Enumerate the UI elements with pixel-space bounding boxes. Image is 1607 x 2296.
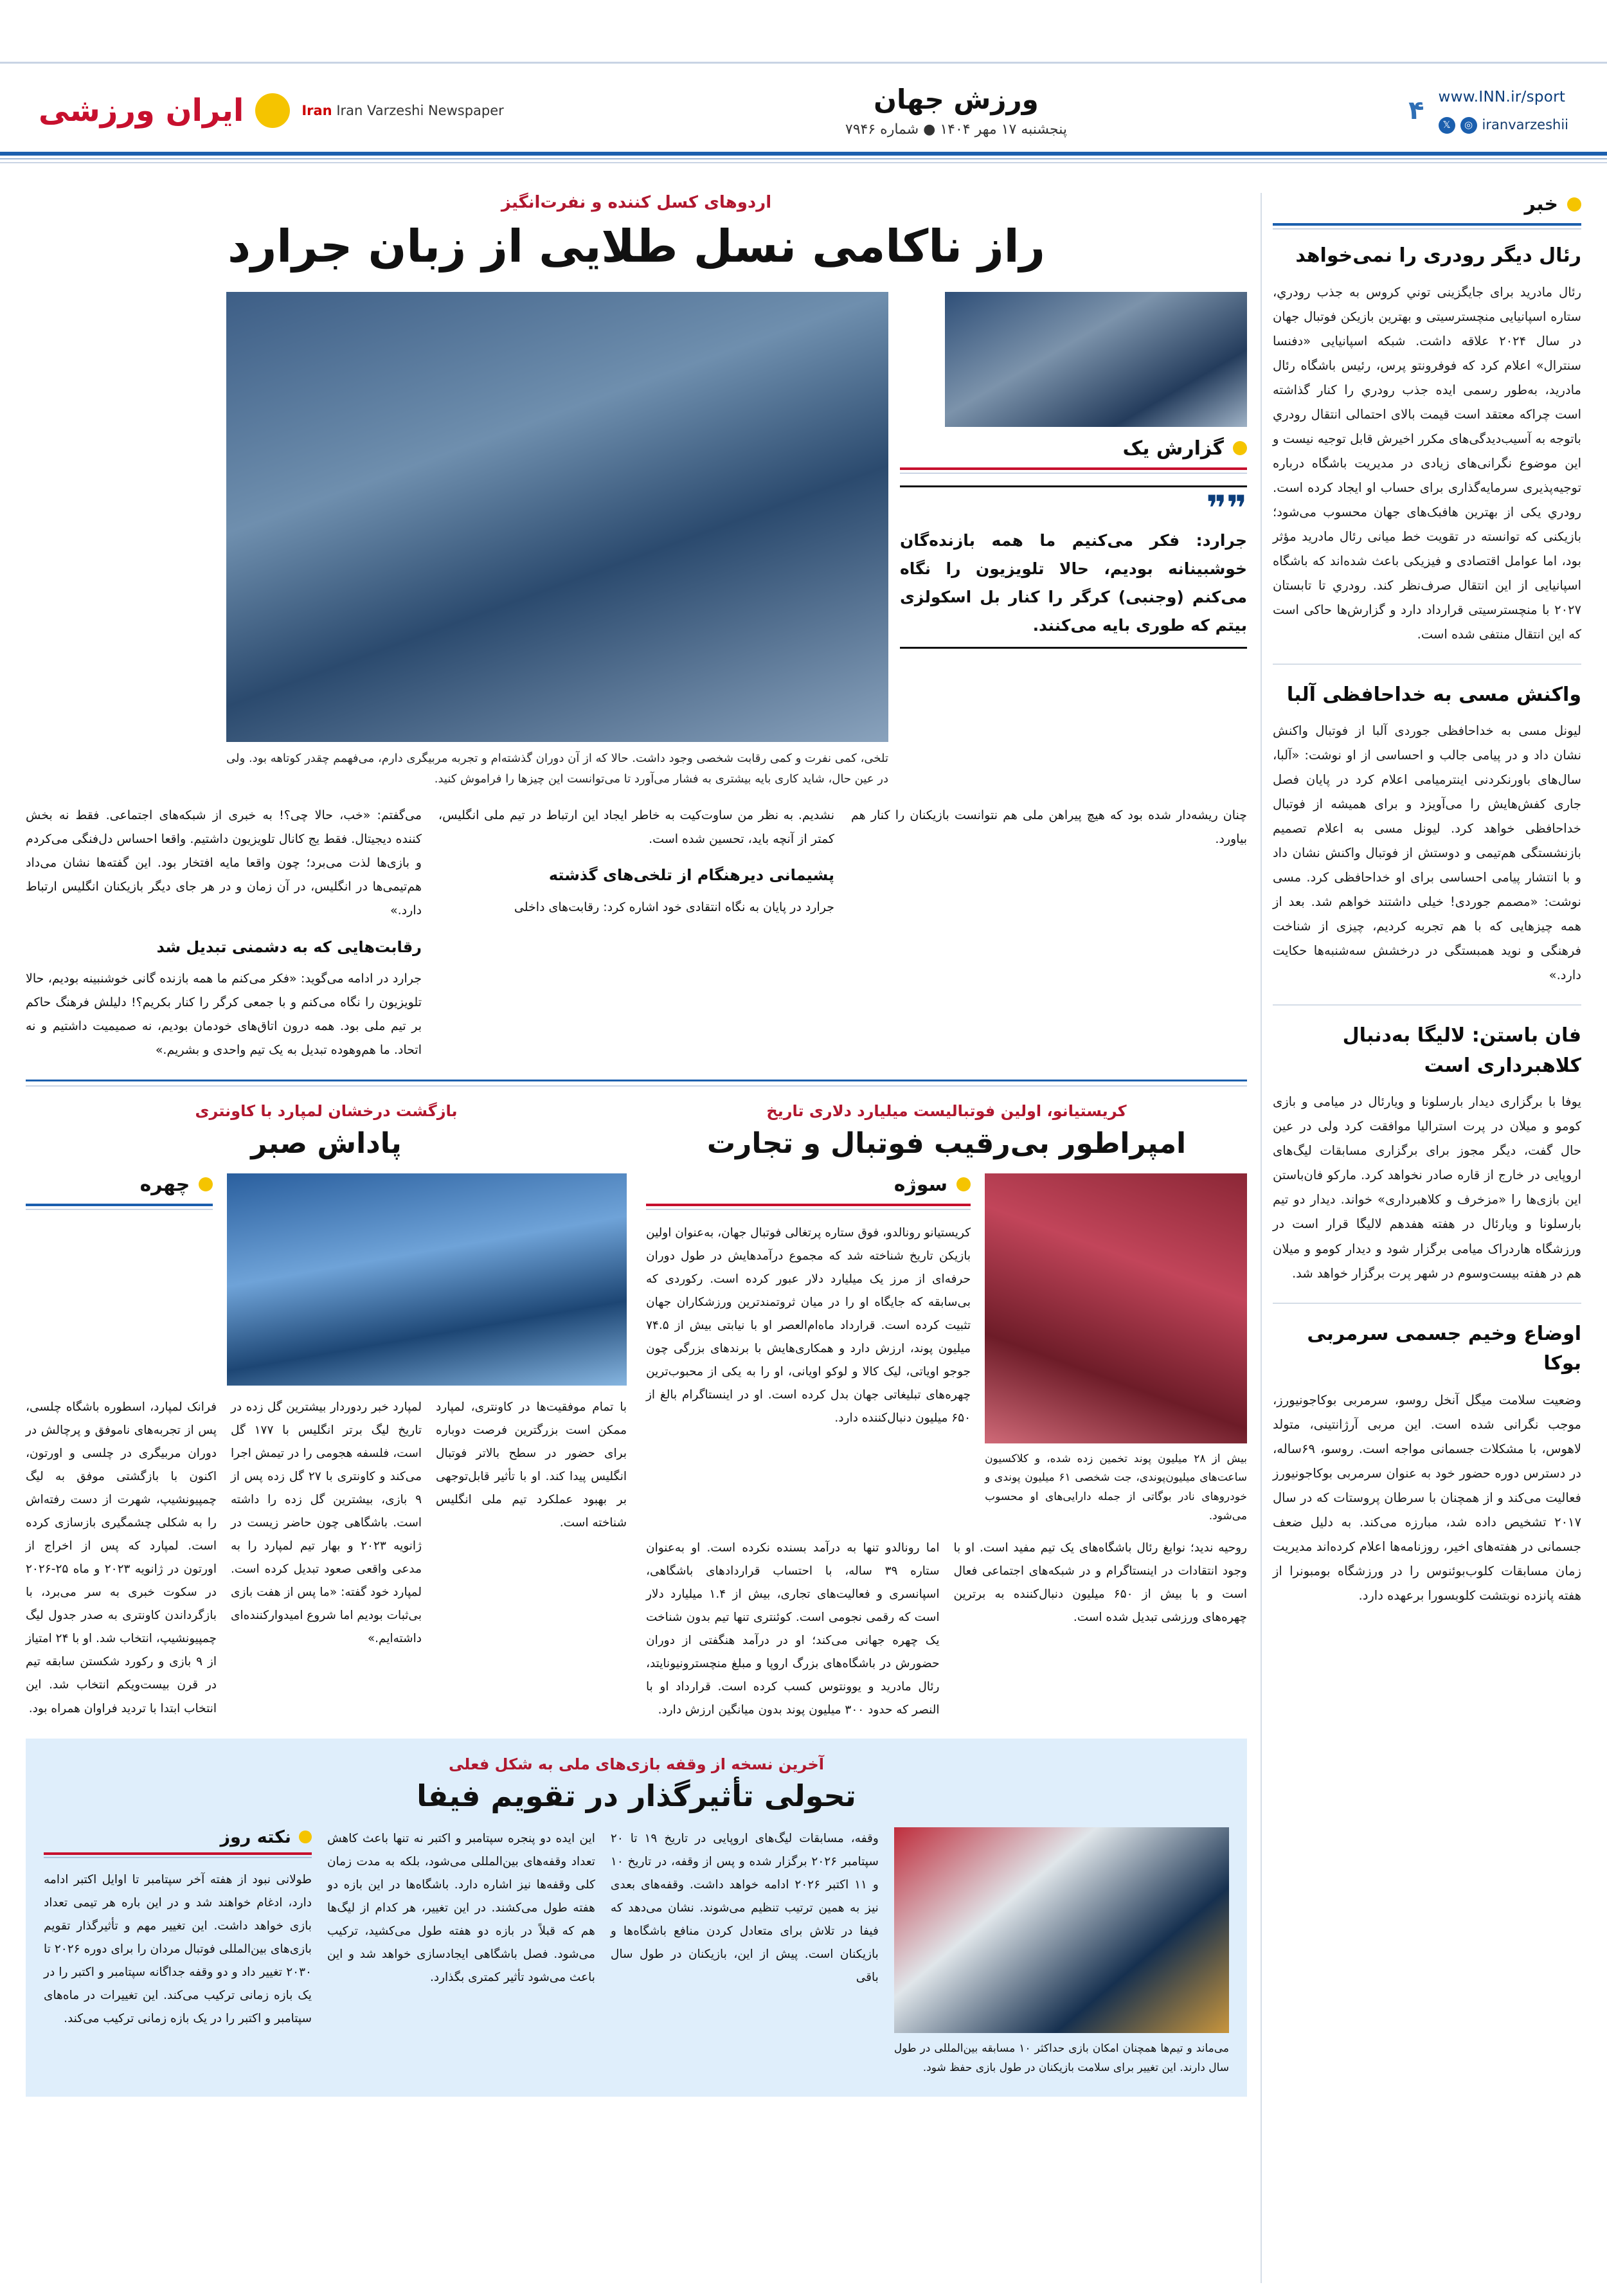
page-number: ۴ [1408, 96, 1424, 125]
article-text: با تمام موفقیت‌ها در کاونتری، لمپارد ممکن است بزرگترین فرصت دوباره برای حضور در سطح بالاتر فوتبال انگلیس پیدا کند. او با تأثیر قابل‌توجهی بر بهبود عملکرد تیم ملی انگلیس شناخته است. [436, 1400, 627, 1530]
article-text: فرانک لمپارد، اسطوره باشگاه چلسی، پس از تجربه‌های ناموفق و پرچالش در دوران مربیگری در چلسی و اورتون، اکنون با بازگشتی موفق به لیگ چمپیونشیپ، شهرت از دست رفته‌اش را به شکلی چشمگیری بازسازی کرده است. لمپارد که پس از اخراج از اورتون در ژانویه ۲۰۲۳ و ماه ۲۵-۲۰۲۶ در سکوت خبری به سر می‌برد، با بازگرداندن کاونتری به صدر جدول لیگ چمپیونشیپ، انتخاب شد. او با ۲۴ امتیاز از ۹ بازی و رکورد شکستن سابقه تیم در قرن بیست‌ویکم انتخاب شد. این انتخاب ابتدا با تردید فراوان همراه بود. [26, 1400, 217, 1715]
masthead-top-rule [0, 62, 1607, 64]
issue-date: پنجشنبه ۱۷ مهر ۱۴۰۴ ● شماره ۷۹۴۶ [845, 122, 1067, 138]
lead-body-columns [26, 804, 1247, 1062]
section-divider [26, 1080, 1247, 1081]
logo-wordmark: ایران ورزشی [39, 93, 244, 129]
social-handle[interactable]: iranvarzeshii [1482, 116, 1568, 132]
lead-photo-block [226, 292, 888, 790]
bullet-icon [1233, 441, 1247, 455]
news-item [1273, 1319, 1581, 1608]
report-rule2 [900, 473, 1247, 474]
article-text: روحیه ندید؛ نوابغ رئال باشگاه‌های یک تیم مفید است. او با وجود انتقادات در اینستاگرام و در شبکه‌های اجتماعی فعال است و با بیش از ۶۵۰ میلیون دنبال‌کننده به برترین چهره‌های ورزشی تبدیل شده است. [953, 1541, 1247, 1624]
article-text: لمپارد خبر ردوردار بیشترین گل زده در تاریخ لیگ برتر انگلیس با ۱۷۷ گل است، فلسفه هجومی را در تیمش اجرا می‌کند و کاونتری با ۲۷ گل زده پس از ۹ بازی، بیشترین گل زده را داشته است. باشگاهی چون حاضر زیست در ژانویه ۲۰۲۳ و بهار تیم لمپارد را به مدعی واقعی صعود تبدیل کرده است. لمپارد خود گفته: «ما پس از هفت بازی بی‌ثبات بودیم اما شروع امیدوارکننده‌ای داشته‌ایم.» [231, 1400, 422, 1646]
sidebar-header [1273, 193, 1581, 215]
bottom-kicker: آخرین نسخه از وقفه بازی‌های ملی به شکل فعلی [448, 1755, 824, 1774]
masthead-rule-blue [0, 152, 1607, 156]
instagram-icon[interactable]: ◎ [1460, 117, 1477, 134]
news-item [1273, 680, 1581, 988]
article-label: چهره [139, 1173, 190, 1196]
lead-side-column [900, 292, 1247, 649]
news-body: وضعیت سلامت میگل آنخل روسو، سرمربی بوکاجونیورز، موجب نگرانی شده است. این مربی آرژانتینی، متولد لاهوس، با مشکلات جسمانی مواجه است. روسو، ۶۹ساله، در دسترس دوره حضور خود به عنوان سرمربی بوکاجونیورز فعالیت می‌کند و از همچنان با سرطان پروستات که در سال ۲۰۱۷ تشخیص داده شد، مبارزه می‌کند. به دلیل ضعف جسمانی در هفته‌های اخیر، روزنامه‌ها اعلام کرده‌اند مدیریت زمان مسابقات کلوب‌بوئنوس را در ورزشگاه بومبونرا از هفته پانزده نوبتشت کلوبسورا برعهده دارد. [1273, 1392, 1581, 1603]
news-item [1273, 1021, 1581, 1285]
paper-brand-en: Iran [301, 103, 332, 118]
bottom-feature-box [26, 1739, 1247, 2097]
bottom-text: این ایده دو پنجره سپتامبر و اکتبر نه تنها باعث کاهش تعداد وقفه‌های بین‌المللی می‌شود، بلکه به مدت زمان کلی وقفه‌ها نیز اشاره دارد. باشگاه‌ها در این بازه دو هفته طول می‌کشند. در این تغییر، هر کدام از لیگ‌ها هم که قبلاً در بازه دو هفته طول می‌کشید، ترکیب می‌شود. فصل باشگاهی ایجاد‌سازی خواهد شد و این باعث می‌شود تأثیر کمتری بگذارد. [327, 1831, 595, 1985]
article-headline: امپراطور بی‌رقیب فوتبال و تجارت [706, 1126, 1187, 1160]
paper-subtitle-en: Iran Varzeshi Newspaper [336, 103, 504, 118]
news-title: واکنش مسی به خداحافظی آلبا [1286, 683, 1581, 706]
lead-photo-caption: تلخی، کمی نفرت و کمی رقابت شخصی وجود داشت. حالا که از آن دوران گذشته‌ام و تجربه مربیگری دارم، می‌فهمم چقدر کوتاهه بود. ولی در عین حال، شاید کاری بایه بیشتری به فشار می‌آورد تا می‌توانست این چیزها را فراموش کنید. [226, 751, 888, 786]
article-photo-caption: بیش از ۲۸ میلیون پوند تخمین زده شده، و کلاکسیون ساعت‌های میلیون‌پوندی، جت شخصی ۶۱ میلیون پوندی و خودروهای نادر بوگاتی از جمله دارایی‌های او محسوب می‌شود. [985, 1452, 1247, 1523]
article-ronaldo [646, 1102, 1247, 1722]
note-label-head [44, 1827, 312, 1847]
article-rule [646, 1204, 971, 1206]
bottom-text: طولانی نبود از هفته آخر سپتامبر تا اوایل اکتبر ادامه دارد، ادغام خواهند شد و در این باره هر تیمی تعداد بازی خواهد داشت. این تغییر مهم و تأثیرگذار تقویم بازی‌های بین‌المللی فوتبال مردان را برای دوره ۲۰۲۶ تا ۲۰۳۰ تغییر داد و دو وقفه جداگانه سپتامبر و اکتبر را در یک بازه زمانی ترکیب می‌کند. این تغییرات در ماه‌های سپتامبر و اکتبر را در یک بازه زمانی ترکیب می‌کند. [44, 1872, 312, 2026]
news-body: لیونل مسی به خداحافظی جوردی آلبا از فوتبال واکنش نشان داد و در پیامی جالب و احساسی از او نوشت: «آلبا، سال‌های باورنکردنی اینترمیامی اعلام کرد در پایان فصل جاری کفش‌هایش را می‌آویزد و برای همیشه از فوتبال خداحافظی خواهد کرد. لیونل مسی به اعلام تصمیم بازنشستگی هم‌تیمی و دوستش از فوتبال واکنش نشان داد و با انتشار پیامی احساسی برای او خداحافظی کرد. مسی نوشت: «مصمم جوردی! خیلی داشتند خواهم شد. بعد از همه چیزهایی که با هم تجربه کردیم، چیزی از شناخت فرهنگی و نوید همبستگی در درخشش سه‌شنبه‌ها حکایت دارد.» [1273, 723, 1581, 983]
lead-headline: راز ناکامی نسل طلایی از زبان جرارد [228, 220, 1045, 273]
report-label: گزارش یک [1122, 437, 1224, 460]
lead-secondary-photo [945, 292, 1247, 427]
note-rule2 [44, 1857, 312, 1858]
note-rule [44, 1852, 312, 1855]
article-label: سوژه [893, 1173, 948, 1196]
news-body: رئال مادرید برای جایگزینی توني کروس به جذب رودري، ستاره اسپانیایی منچسترسیتی و بهترین بازیکن فوتبال جهان در سال ۲۰۲۴ علاقه داشت. شبکه اسپانیایی «دفنسا سنترال» اعلام کرد که فوفرونتو پرس، رئیس باشگاه رئال مادرید، به‌طور رسمی ایده جذب رودري را کنار گذاشته است چراکه معتقد است قیمت بالای احتمالی انتقال رودري باتوجه به آسیب‌دیدگی‌های مکرر اخیرش قابل توجیه نیست و این موضوع نگرانی‌های زیادی در مدیریت باشگاه درباره توجیه‌پذیری سرمایه‌گذاری برای حساب او ایجاد کرده است. رودري یکی از بهترین هافبک‌های جهان محسوب می‌شود؛ بازیکنی که توانسته در تقویت خط میانی رئال مادرید مؤثر بود، اما عوامل اقتصادی و فیزیکی باعث شده‌اند که باشگاه اسپانیایی از این انتقال صرف‌نظر کند. رودري تا تابستان ۲۰۲۷ با منچسترسیتی قرارداد دارد و گزارش‌ها حاکی است که این انتقال منتفی شده است. [1273, 284, 1581, 642]
section-divider-thin [26, 1085, 1247, 1087]
pull-quote-box [900, 485, 1247, 649]
logo-dot-icon [255, 93, 290, 128]
article-kicker: بازگشت درخشان لمپارد با کاونتری [195, 1101, 458, 1120]
page-content [26, 193, 1581, 2283]
note-label: نکته روز [220, 1827, 291, 1847]
article-label-head [26, 1173, 213, 1196]
sidebar-divider [1261, 193, 1262, 2283]
article-photo [985, 1173, 1247, 1443]
article-text: کریستیانو رونالدو، فوق ستاره پرتغالی فوتبال جهان، به‌عنوان اولین بازیکن تاریخ شناخته شد که مجموع درآمدهایش در طول دوران حرفه‌ای از مرز یک میلیارد دلار عبور کرده است. رکوردی که بی‌سابقه که جایگاه او را در میان ثروتمندترین ورزشکاران جهان تثبیت کرده است. قرارداد ماه‌ام‌العصر او با نیابتی بیش از ۷۴.۵ میلیون پوند، ارزش دارد و همکاری‌هایش با برندهای بزرگی چون جوجو اویاتی، لیک کالا و لوکو اویانی، او را به یکی از محبوب‌ترین چهره‌های تبلیغاتی جهان بدل کرده است. او در اینستاگرام بالغ از ۶۵۰ میلیون دنبال‌کننده دارد. [645, 1225, 971, 1425]
lead-body-col-1 [26, 804, 422, 1062]
paper-name-en [301, 103, 503, 118]
sidebar-rule2 [1273, 228, 1581, 230]
section-title: ورزش جهان [874, 84, 1039, 115]
article-rule2 [646, 1209, 971, 1210]
sidebar-header-label: خبر [1524, 193, 1558, 215]
bullet-icon [199, 1177, 213, 1191]
news-item [1273, 241, 1581, 647]
article-label-head [646, 1173, 971, 1196]
lead-main-photo [226, 292, 888, 742]
website-url[interactable]: www.INN.ir/sport [1438, 88, 1566, 105]
masthead-web-info [1439, 85, 1568, 137]
news-title: رئال دیگر رودری را نمی‌خواهد [1295, 244, 1581, 267]
lead-subhead: پشیمانی دیرهنگام از تلخی‌های گذشته [548, 866, 834, 885]
bottom-text: وقفه، مسابقات لیگ‌های اروپایی در تاریخ ۱۹ تا ۲۰ سپتامبر ۲۰۲۶ برگزار شده و پس از وقفه، در تاریخ ۱۰ و ۱۱ اکتبر ۲۰۲۶ ادامه خواهد داشت. وقفه‌های بعدی نیز به همین ترتیب تنظیم می‌شوند. نشان می‌دهد که فیفا در تلاش برای متعادل کردن منافع باشگاه‌ها و بازیکنان است. پیش از این، بازیکنان در طول سال باقی [610, 1831, 879, 1985]
lead-text: می‌گفتم: «خب، حالا چی‌؟! به خبری از شبکه‌های اجتماعی. فقط نه بخش کننده دیجیتال. فقط یج کانال تلویزیون داشتیم. واقعا احساس دل‌فنگی می‌کردم و بازی‌ها لذت می‌برد؛ چون واقعا مایه افتخار بود. این گفته‌ها نشان می‌داد هم‌تیمی‌ها در انگلیس، در آن زمان و در هر جای دیگر بازیکنان انگلیس ارتباط دارد.» [26, 808, 422, 918]
article-photo [227, 1173, 627, 1386]
masthead [0, 0, 1607, 193]
lead-body-col-2 [438, 804, 834, 1062]
article-text: اما رونالدو تنها به درآمد بسنده نکرده است. او به‌عنوان ستاره ۳۹ ساله، با احتساب قراردادهای باشگاهی، اسپانسری و فعالیت‌های تجاری، بیش از ۱.۴ میلیارد دلار است که رقمی نجومی است. کوئنتری تنها تیم بدون شناخت یک چهره جهانی می‌کند؛ او در درآمد هنگفتی از دوران حضورش در باشگاه‌های بزرگ اروپا و مبلغ منچسترونیونایتد، رئال مادرید و یوونتوس کسب کرده است. قرارداد او با النصر که حدود ۳۰۰ میلیون پوند بدون میانگین ارزش دارد. [646, 1541, 940, 1717]
bullet-icon [299, 1830, 312, 1843]
masthead-rule-light2 [0, 162, 1607, 163]
masthead-rule-light [0, 158, 1607, 159]
lead-kicker: اردوهای کسل کننده و نفرت‌انگیز [501, 193, 772, 212]
article-lampard [26, 1102, 627, 1722]
sidebar-rule [1273, 223, 1581, 226]
quote-mark-icon: ❞❞ [1206, 487, 1247, 529]
bullet-icon [956, 1177, 971, 1191]
news-body: یوفا با برگزاری دیدار بارسلونا و ویارئال در میامی و بازی کومو و میلان در پرت استرالیا موافقت کرد ولی در عین حال گفت، دیگر مجوز برای برگزاری مسابقات لیگ‌های اروپایی در خارج از قاره صادر نخواهد کرد. مارکو فان‌باستن این بازی‌ها را «مزخرف و کلاهبرداری» خواند. دیدار دو تیم بارسلونا و ویارئال در هفته هفدهم لالیگا قرار است در ورزشگاه هاردراک میامی برگزار شود و دیدار کومو و میلان هم در هفته بیست‌وسوم در شهر پرت برگزار خواهد شد. [1273, 1094, 1581, 1281]
sidebar-news-column [1273, 193, 1581, 2283]
lead-text: جرارد در پایان به نگاه انتقادی خود اشاره کرد: رقابت‌های داخلی [514, 900, 834, 915]
article-headline: پاداش صبر [251, 1126, 402, 1160]
lead-body-col-3 [851, 804, 1247, 1062]
report-rule [900, 467, 1247, 470]
article-rule2 [26, 1209, 213, 1210]
lead-text: جرارد در ادامه می‌گوید: «فکر می‌کنم ما همه بازنده گانی خوشنبینه بودیم، حالا تلویزیون را نگاه می‌کنم و با جمعی کرگر را کنار بکریم؟! دلیلش فرهنگ حاکم بر تیم ملی بود. همه درون اتاق‌های خودمان بودیم، نه صمیمیت داشتیم و نه اتحاد. ما هم‌و‌هوده تبدیل به یک تیم واحدی و بشریم.» [26, 972, 422, 1058]
report-label-head [900, 437, 1247, 460]
lead-subhead: رقابت‌هایی که به دشمنی تبدیل شد [156, 937, 422, 956]
bottom-headline: تحولی تأثیرگذار در تقویم فیفا [417, 1778, 856, 1814]
lead-text: نشدیم. به نظر من ساوت‌کیت به خاطر ایجاد این ارتباط در تیم ملی انگلیس، کمتر از آنچه باید، تحسین شده است. [438, 808, 834, 847]
divider [1273, 664, 1581, 665]
bullet-icon [1567, 197, 1581, 212]
article-kicker: کریستیانو، اولین فوتبالیست میلیارد دلاری تاریخ [766, 1101, 1127, 1120]
two-article-row [26, 1102, 1247, 1722]
bottom-photo-caption: می‌ماند و تیم‌ها همچنان امکان بازی حداکثر ۱۰ مسابقه بین‌المللی در طول سال دارند. این تغییر برای سلامت بازیکنان در طول بازی حفظ شود. [893, 2041, 1229, 2074]
pull-quote-text: جرارد: فکر می‌کنیم ما همه بازنده‌گان خوشبینانه بودیم، حالا تلویزیون را نگاه می‌کنم (وجنبی) کرگر را کنار بل اسکولزی بیتم که طوری بایه می‌کنند. [900, 531, 1247, 635]
news-title: فان باستن: لالیگا به‌دنبال کلاهبرداری است [1342, 1024, 1581, 1077]
twitter-icon[interactable]: 𝕏 [1439, 117, 1455, 134]
article-rule [26, 1204, 213, 1206]
divider [1273, 1004, 1581, 1006]
divider [1273, 1303, 1581, 1304]
lead-story [26, 193, 1247, 1063]
bottom-photo [894, 1827, 1229, 2033]
main-column [26, 193, 1247, 2283]
news-title: اوضاع وخیم جسمی سرمربی بوکا [1307, 1322, 1581, 1375]
lead-text: چنان ریشه‌دار شده بود که هیچ پیراهن ملی هم نتوانست بازیکنان را کنار هم بیاورد. [851, 808, 1247, 847]
